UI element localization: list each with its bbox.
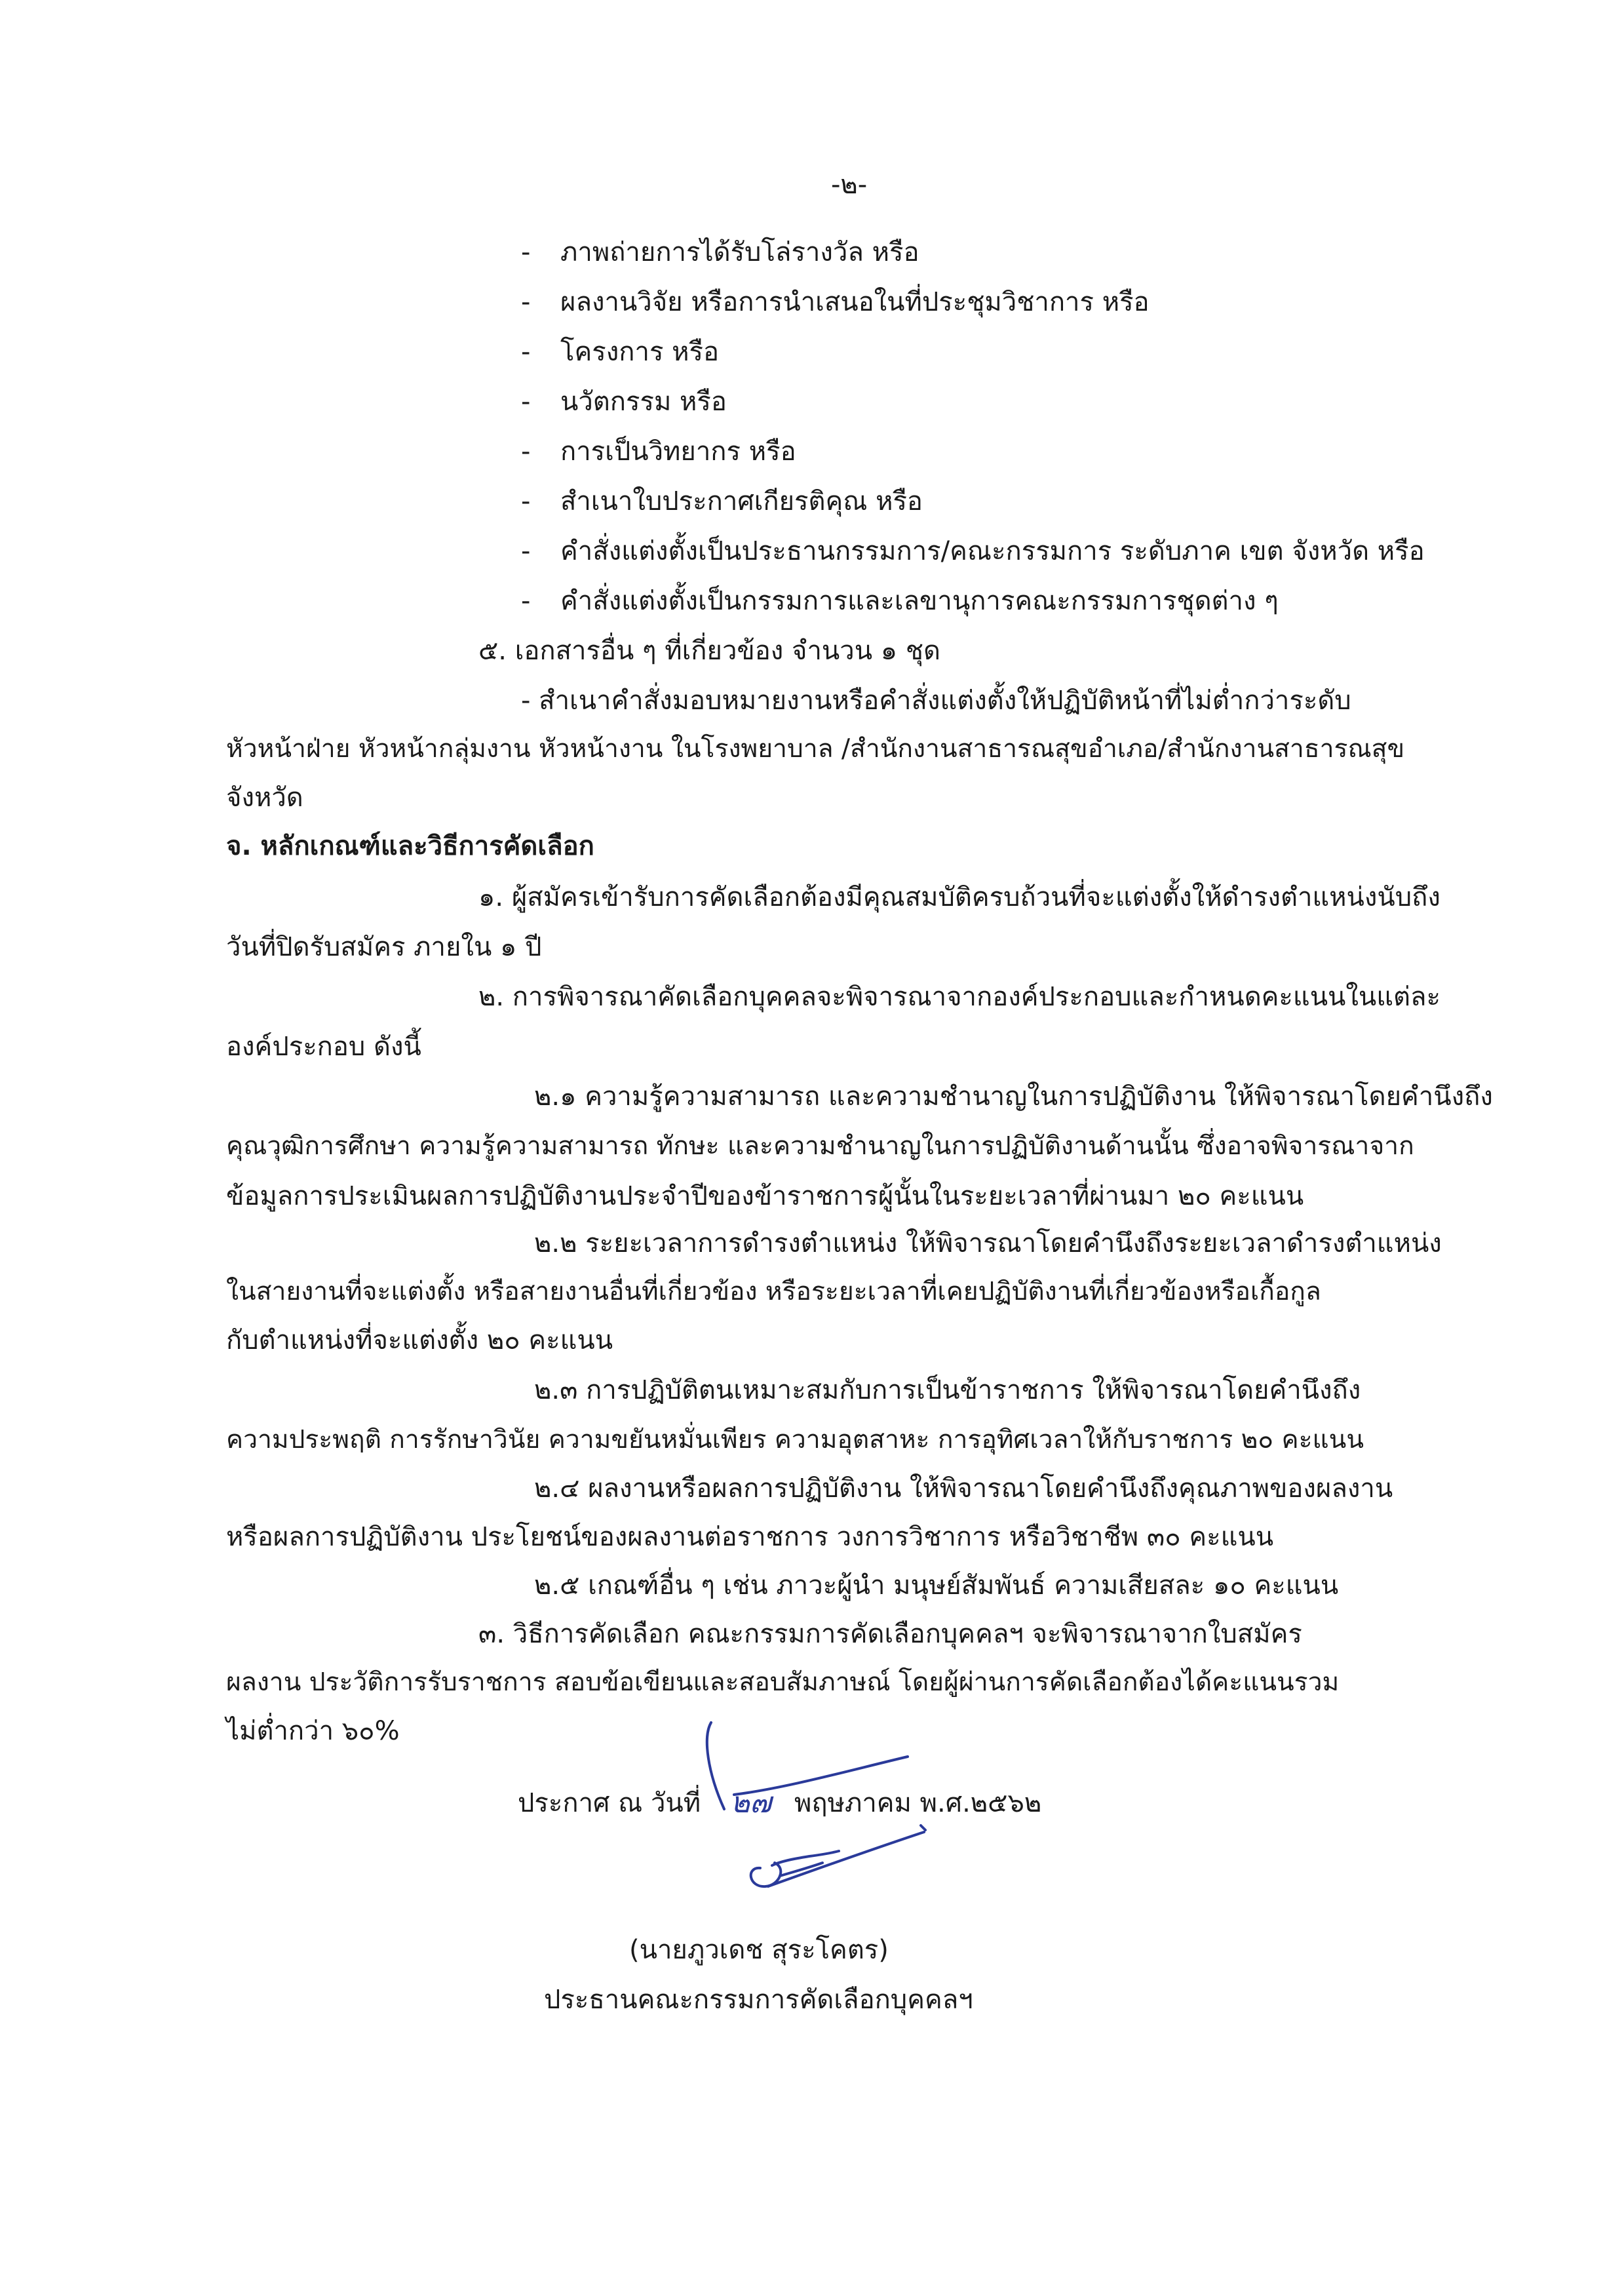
criterion-2-4-line2: หรือผลการปฏิบัติงาน ประโยชน์ของผลงานต่อราชการ วงการวิชาการ หรือวิชาชีพ ๓๐ คะแนน xyxy=(226,1522,1274,1552)
bullet-dash: - xyxy=(521,586,531,616)
announcement-month-year: พฤษภาคม พ.ศ.๒๕๖๒ xyxy=(794,1788,1042,1818)
criterion-2-line2: องค์ประกอบ ดังนี้ xyxy=(226,1032,421,1062)
bullet-dash: - xyxy=(521,437,531,467)
item5-line1: - สำเนาคำสั่งมอบหมายงานหรือคำสั่งแต่งตั้งให้ปฏิบัติหน้าที่ไม่ต่ำกว่าระดับ xyxy=(521,686,1351,716)
bullet-dash: - xyxy=(521,387,531,417)
criterion-2-2-line1: ๒.๒ ระยะเวลาการดำรงตำแหน่ง ให้พิจารณาโดยคำนึงถึงระยะเวลาดำรงตำแหน่ง xyxy=(534,1228,1442,1258)
criterion-2-3-line2: ความประพฤติ การรักษาวินัย ความขยันหมั่นเพียร ความอุตสาหะ การอุทิศเวลาให้กับราชการ ๒๐ คะแนน xyxy=(226,1425,1364,1454)
list-item-text: โครงการ หรือ xyxy=(560,337,720,367)
list-item-text: คำสั่งแต่งตั้งเป็นกรรมการและเลขานุการคณะกรรมการชุดต่าง ๆ xyxy=(560,586,1279,616)
bullet-dash: - xyxy=(521,287,531,317)
list-item-text: การเป็นวิทยากร หรือ xyxy=(560,437,796,467)
signatory-title: ประธานคณะกรรมการคัดเลือกบุคคลฯ xyxy=(544,1985,973,2015)
bullet-dash: - xyxy=(521,536,531,566)
criterion-1-line2: วันที่ปิดรับสมัคร ภายใน ๑ ปี xyxy=(226,932,542,962)
criterion-3-line3: ไม่ต่ำกว่า ๖๐% xyxy=(226,1716,400,1746)
list-item-text: ภาพถ่ายการได้รับโล่รางวัล หรือ xyxy=(560,237,919,267)
item5-line3: จังหวัด xyxy=(226,783,303,813)
bullet-dash: - xyxy=(521,337,531,367)
criterion-2-2-line3: กับตำแหน่งที่จะแต่งตั้ง ๒๐ คะแนน xyxy=(226,1325,613,1355)
criterion-2-1-line2: คุณวุฒิการศึกษา ความรู้ความสามารถ ทักษะ และความชำนาญในการปฏิบัติงานด้านนั้น ซึ่งอาจพิจารณาจาก xyxy=(226,1131,1414,1161)
announcement-prefix: ประกาศ ณ วันที่ xyxy=(518,1788,701,1818)
announcement-day: ๒๗ xyxy=(731,1786,772,1820)
list-item-text: สำเนาใบประกาศเกียรติคุณ หรือ xyxy=(560,486,923,517)
criterion-2-5-line1: ๒.๕ เกณฑ์อื่น ๆ เช่น ภาวะผู้นำ มนุษย์สัมพันธ์ ความเสียสละ ๑๐ คะแนน xyxy=(534,1570,1339,1601)
signatory-name: (นายภูวเดช สุระโคตร) xyxy=(629,1935,889,1965)
section-heading: จ. หลักเกณฑ์และวิธีการคัดเลือก xyxy=(226,831,594,861)
list-item-text: นวัตกรรม หรือ xyxy=(560,387,727,417)
criterion-3-line1: ๓. วิธีการคัดเลือก คณะกรรมการคัดเลือกบุคคลฯ จะพิจารณาจากใบสมัคร xyxy=(478,1619,1302,1649)
criterion-2-1-line1: ๒.๑ ความรู้ความสามารถ และความชำนาญในการปฏิบัติงาน ให้พิจารณาโดยคำนึงถึง xyxy=(534,1082,1493,1112)
item5-line2: หัวหน้าฝ่าย หัวหน้ากลุ่มงาน หัวหน้างาน ในโรงพยาบาล /สำนักงานสาธารณสุขอำเภอ/สำนักงานสาธารณสุข xyxy=(226,734,1405,764)
criterion-1-line1: ๑. ผู้สมัครเข้ารับการคัดเลือกต้องมีคุณสมบัติครบถ้วนที่จะแต่งตั้งให้ดำรงตำแหน่งนับถึง xyxy=(478,882,1440,912)
criterion-3-line2: ผลงาน ประวัติการรับราชการ สอบข้อเขียนและสอบสัมภาษณ์ โดยผู้ผ่านการคัดเลือกต้องได้คะแนนรวม xyxy=(226,1667,1340,1697)
bullet-dash: - xyxy=(521,237,531,267)
criterion-2-1-line3: ข้อมูลการประเมินผลการปฏิบัติงานประจำปีของข้าราชการผู้นั้นในระยะเวลาที่ผ่านมา ๒๐ คะแนน xyxy=(226,1181,1304,1211)
handwritten-signature xyxy=(688,1711,976,1927)
criterion-2-3-line1: ๒.๓ การปฏิบัติตนเหมาะสมกับการเป็นข้าราชการ ให้พิจารณาโดยคำนึงถึง xyxy=(534,1375,1361,1405)
list-item-text: คำสั่งแต่งตั้งเป็นประธานกรรมการ/คณะกรรมการ ระดับภาค เขต จังหวัด หรือ xyxy=(560,536,1425,566)
criterion-2-2-line2: ในสายงานที่จะแต่งตั้ง หรือสายงานอื่นที่เกี่ยวข้อง หรือระยะเวลาที่เคยปฏิบัติงานที่เกี่ยวข้องหรือเกื้อกูล xyxy=(226,1277,1321,1306)
criterion-2-line1: ๒. การพิจารณาคัดเลือกบุคคลจะพิจารณาจากองค์ประกอบและกำหนดคะแนนในแต่ละ xyxy=(478,982,1441,1012)
page-number: -๒- xyxy=(831,170,868,200)
bullet-dash: - xyxy=(521,486,531,517)
list-item-text: ผลงานวิจัย หรือการนำเสนอในที่ประชุมวิชาการ หรือ xyxy=(560,287,1150,317)
item5-heading: ๕. เอกสารอื่น ๆ ที่เกี่ยวข้อง จำนวน ๑ ชุด xyxy=(478,636,941,666)
criterion-2-4-line1: ๒.๔ ผลงานหรือผลการปฏิบัติงาน ให้พิจารณาโดยคำนึงถึงคุณภาพของผลงาน xyxy=(534,1473,1393,1504)
